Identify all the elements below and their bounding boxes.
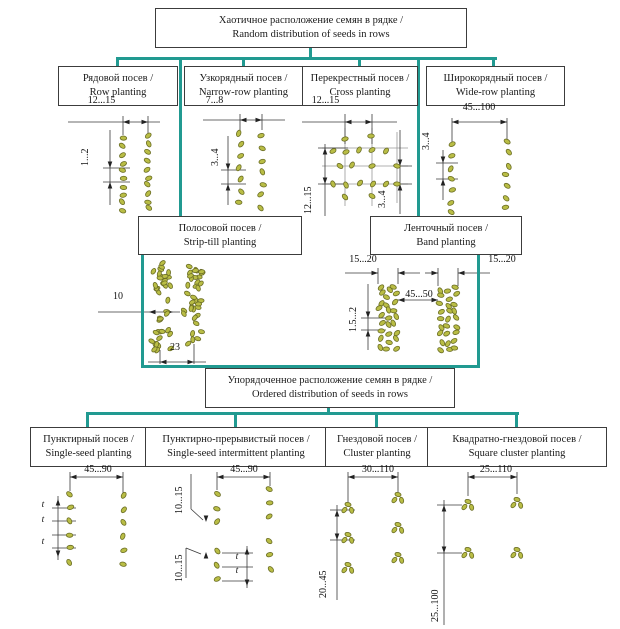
dimension-label: 12...15 [303, 186, 314, 214]
node-label-en: Square cluster planting [468, 448, 566, 459]
node-label-en: Random distribution of seeds in rows [232, 29, 390, 40]
dimension-label: t [41, 500, 45, 510]
node-label-en: Strip-till planting [183, 236, 257, 248]
dimension-label: 23 [170, 342, 180, 353]
node-cluster-planting [325, 427, 429, 467]
dimension-label: 7...8 [205, 95, 224, 106]
node-label-ru: Упорядоченное расположение семян в рядке / [227, 375, 433, 387]
node-label-ru: Гнездовой посев / [336, 434, 418, 446]
dimension-label: 10...15 [174, 554, 185, 582]
dimension-label: 1...2 [80, 148, 91, 166]
diagram-single-seed [52, 472, 128, 567]
dimension-label: t [235, 552, 239, 562]
node-strip-till-planting [138, 216, 302, 255]
diagram-strip-till [98, 260, 206, 365]
node-square-cluster-planting [427, 427, 607, 467]
node-label-en: Row planting [89, 87, 147, 98]
dimension-label: 45...90 [84, 464, 112, 475]
node-label-en: Band planting [416, 236, 476, 248]
dimension-label: 10 [113, 291, 123, 302]
diagram-wide-row [436, 118, 513, 216]
node-label-ru: Полосовой посев / [178, 222, 262, 234]
node-label-ru: Широкорядный посев / [443, 73, 548, 85]
dimension-label: 45...50 [405, 289, 433, 300]
node-label-en: Cluster planting [343, 448, 411, 459]
dimension-label: 45...90 [230, 464, 258, 475]
diagram-square-cluster [437, 472, 523, 625]
node-label-en: Narrow-row planting [199, 87, 288, 98]
dimension-label: 45...100 [462, 102, 496, 113]
dimension-label: 10...15 [174, 486, 185, 514]
dimension-label: t [41, 537, 45, 547]
node-label-ru: Квадратно-гнездовой посев / [452, 434, 582, 446]
diagram-band-planting [345, 268, 490, 354]
connector-line [477, 253, 480, 367]
node-label-ru: Ленточный посев / [403, 222, 489, 234]
dimension-label: 3...4 [421, 132, 432, 150]
dimension-label: 1.5...2 [348, 307, 359, 332]
node-label-en: Cross planting [329, 87, 391, 98]
diagram-single-seed-intermittent [186, 472, 275, 588]
node-single-seed-intermittent-planting [145, 427, 327, 467]
node-label-en: Single-seed planting [45, 448, 132, 459]
dimension-label: 12...15 [311, 95, 340, 106]
node-random-distribution [155, 8, 467, 48]
node-label-ru: Пунктирный посев / [43, 434, 134, 446]
dimension-label: 20...45 [318, 570, 329, 598]
dimension-label: 3...4 [210, 148, 221, 166]
dimension-label: 12...15 [87, 95, 116, 106]
dimension-label: t [235, 566, 239, 576]
connector-line [86, 412, 519, 415]
node-ordered-distribution [205, 368, 455, 408]
diagram-cross-planting [302, 114, 412, 216]
dimension-label: 25...100 [430, 589, 441, 622]
node-wide-row-planting [426, 66, 565, 106]
node-label-ru: Перекрестный посев / [310, 73, 410, 85]
dimension-label: 15...20 [488, 254, 516, 265]
node-label-ru: Узкорядный посев / [199, 73, 288, 85]
connector-line [116, 57, 497, 60]
node-label-ru: Рядовой посев / [82, 73, 154, 85]
dimension-label: 30...110 [361, 464, 395, 475]
node-label-ru: Пунктирно-прерывистый посев / [162, 434, 310, 446]
node-band-planting [370, 216, 522, 255]
diagram-cluster-planting [330, 472, 404, 600]
connector-line [179, 60, 182, 217]
dimension-label: 15...20 [349, 254, 377, 265]
node-label-en: Wide-row planting [455, 87, 536, 98]
dimension-label: 3...4 [377, 190, 388, 208]
node-single-seed-planting [30, 427, 147, 467]
node-label-en: Single-seed intermittent planting [167, 448, 305, 459]
node-label-ru: Хаотичное расположение семян в рядке / [218, 15, 404, 27]
dimension-label: t [41, 515, 45, 525]
node-label-en: Ordered distribution of seeds in rows [251, 389, 408, 400]
dimension-label: 25...110 [479, 464, 513, 475]
connector-line [141, 253, 144, 367]
